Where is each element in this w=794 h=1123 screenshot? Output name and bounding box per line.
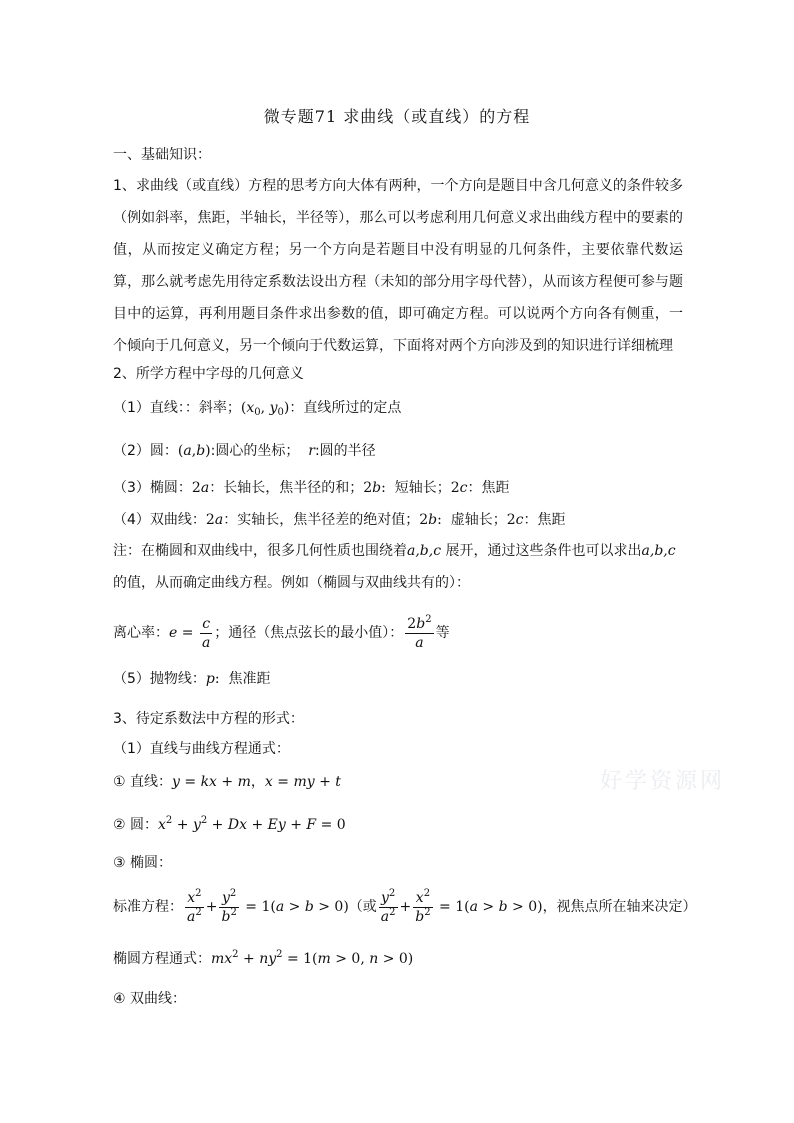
standard-label: 标准方程： bbox=[113, 899, 183, 915]
line-point-formula: ($x_0$, $y_0$) bbox=[240, 400, 290, 418]
hyperbola-b-desc: 虚轴长； bbox=[450, 512, 507, 528]
circle-eq-formula: x bbox=[158, 817, 166, 833]
hyperbola-meaning bbox=[113, 510, 565, 530]
hyperbola-desc: ：实轴长，焦半径差的绝对值； bbox=[223, 512, 420, 528]
line-eq-formula: y bbox=[172, 774, 180, 790]
hyperbola-2a: 2a bbox=[205, 512, 224, 528]
item-3-heading: 3、待定系数法中方程的形式： bbox=[113, 711, 304, 727]
note-text-b: 展开，通过这些条件也可以求出 bbox=[445, 543, 642, 559]
standard-note: ，视焦点所在轴来决定） bbox=[542, 899, 697, 915]
line-point-desc: ：直线所过的定点 bbox=[289, 400, 402, 416]
eccentricity-line: 离心率：e = $\frac{c}{a}$ ；通径（焦点弦长的最小值）： $\frac{2b^2}{a}$ 等 bbox=[113, 613, 450, 651]
ellipse-c-desc: ：焦距 bbox=[467, 480, 510, 496]
ellipse-label: （3）椭圆： bbox=[113, 480, 192, 496]
ellipse-standard-equation: 标准方程： $\frac{x^2}{a^2}$ + $\frac{y^2}{b^2}$ = 1(a > b > 0)（或 $\frac{y^2}{a^2}$ + $\frac{x^2}{b^2}$ = 1(a > b > 0)，视焦点所在轴来决定） bbox=[113, 887, 697, 925]
parabola-desc: 焦准距 bbox=[228, 671, 271, 687]
line-equation: ① 直线：y = kx + m，x = my + t bbox=[113, 774, 341, 790]
general-label: 椭圆方程通式： bbox=[113, 951, 211, 967]
watermark: 好学资源网 bbox=[600, 769, 726, 794]
alt-frac-x: $\frac{x^2}{b^2}$ bbox=[415, 887, 431, 925]
ellipse-b-desc: 短轴长； bbox=[394, 480, 451, 496]
ellipse-meaning bbox=[113, 478, 509, 498]
item-3-1-heading: （1）直线与曲线方程通式： bbox=[113, 741, 290, 757]
alt-frac-y: $\frac{y^2}{a^2}$ bbox=[380, 887, 396, 925]
line-meaning bbox=[113, 398, 401, 418]
section-heading: 一、基础知识： bbox=[113, 147, 211, 163]
paragraph-1: 1、求曲线（或直线）方程的思考方向大体有两种，一个方向是题目中含几何意义的条件较多（例如斜率，焦距，半轴长，半径等），那么可以考虑利用几何意义求出曲线方程中的要素的值，从而按定义确定方程；另一个方向是若题目中没有明显的几何条件，主要依靠代数运算，那么就考虑先用待定系数法设出方程（未知的部分用字母代替），从而该方程便可参与题目中的运算，再利用题目条件求出参数的值，即可确定方程。可以说两个方向各有侧重，一个倾向于几何意义，另一个倾向于代数运算，下面将对两个方向涉及到的知识进行详细梳理 bbox=[113, 178, 683, 354]
note-line-2: 的值，从而确定曲线方程。例如（椭圆与双曲线共有的）： bbox=[113, 575, 470, 591]
eccentricity-formula: e bbox=[169, 625, 178, 641]
circle-center-formula: (a,b) bbox=[177, 443, 211, 459]
page-title: 微专题71 求曲线（或直线）的方程 bbox=[263, 107, 531, 126]
circle-r-desc: :圆的半径 bbox=[314, 443, 376, 459]
parabola-p: p bbox=[205, 671, 215, 687]
line-k-desc: ：斜率； bbox=[184, 400, 241, 416]
hyperbola-2c: 2c bbox=[506, 512, 524, 528]
standard-or: （或 bbox=[348, 899, 377, 915]
ellipse-2b: 2b: bbox=[363, 480, 386, 496]
ellipse-general-equation: 椭圆方程通式：$mx^2 + ny^2 = 1(m > 0$, n > 0) bbox=[113, 949, 414, 967]
eccentricity-fraction: $\frac{c}{a}$ bbox=[201, 615, 211, 651]
note-abc-2: a,b,c bbox=[641, 543, 676, 559]
line-eq-label: ① 直线： bbox=[113, 774, 173, 790]
circle-meaning bbox=[113, 441, 376, 461]
note-abc-1: a,b,c bbox=[407, 543, 442, 559]
ellipse-heading: ③ 椭圆： bbox=[113, 855, 173, 871]
hyperbola-2b: 2b: bbox=[419, 512, 442, 528]
circle-eq-label: ② 圆： bbox=[113, 817, 159, 833]
line-label: （1）直线： bbox=[113, 400, 185, 416]
latus-label: ；通径（焦点弦长的最小值）： bbox=[214, 625, 404, 641]
std-frac-x: $\frac{x^2}{a^2}$ bbox=[187, 887, 202, 925]
std-frac-y: $\frac{y^2}{b^2}$ bbox=[221, 887, 237, 925]
hyperbola-heading: ④ 双曲线： bbox=[113, 991, 187, 1007]
circle-r-symbol: r bbox=[308, 443, 315, 459]
item-2-heading: 2、所学方程中字母的几何意义 bbox=[113, 366, 304, 382]
latus-fraction: $\frac{2b^2}{a}$ bbox=[407, 613, 432, 651]
parabola-meaning: （5）抛物线：p: 焦准距 bbox=[113, 671, 271, 687]
hyperbola-c-desc: ：焦距 bbox=[523, 512, 566, 528]
note-line-1 bbox=[113, 541, 676, 561]
ellipse-2a: 2a bbox=[191, 480, 210, 496]
ellipse-2c: 2c bbox=[450, 480, 468, 496]
ellipse-desc: ：长轴长，焦半径的和； bbox=[209, 480, 364, 496]
latus-end: 等 bbox=[435, 625, 450, 641]
eccentricity-label: 离心率： bbox=[113, 625, 169, 641]
circle-label: （2）圆： bbox=[113, 443, 178, 459]
general-formula: mx bbox=[211, 951, 233, 967]
parabola-label: （5）抛物线： bbox=[113, 671, 206, 687]
circle-equation: ② 圆：$x^2 + y^2 + Dx + Ey + F = 0$ bbox=[113, 815, 346, 833]
circle-center-desc: :圆心的坐标； bbox=[210, 443, 300, 459]
note-text-a: 注：在椭圆和双曲线中，很多几何性质也围绕着 bbox=[113, 543, 407, 559]
hyperbola-label: （4）双曲线： bbox=[113, 512, 206, 528]
